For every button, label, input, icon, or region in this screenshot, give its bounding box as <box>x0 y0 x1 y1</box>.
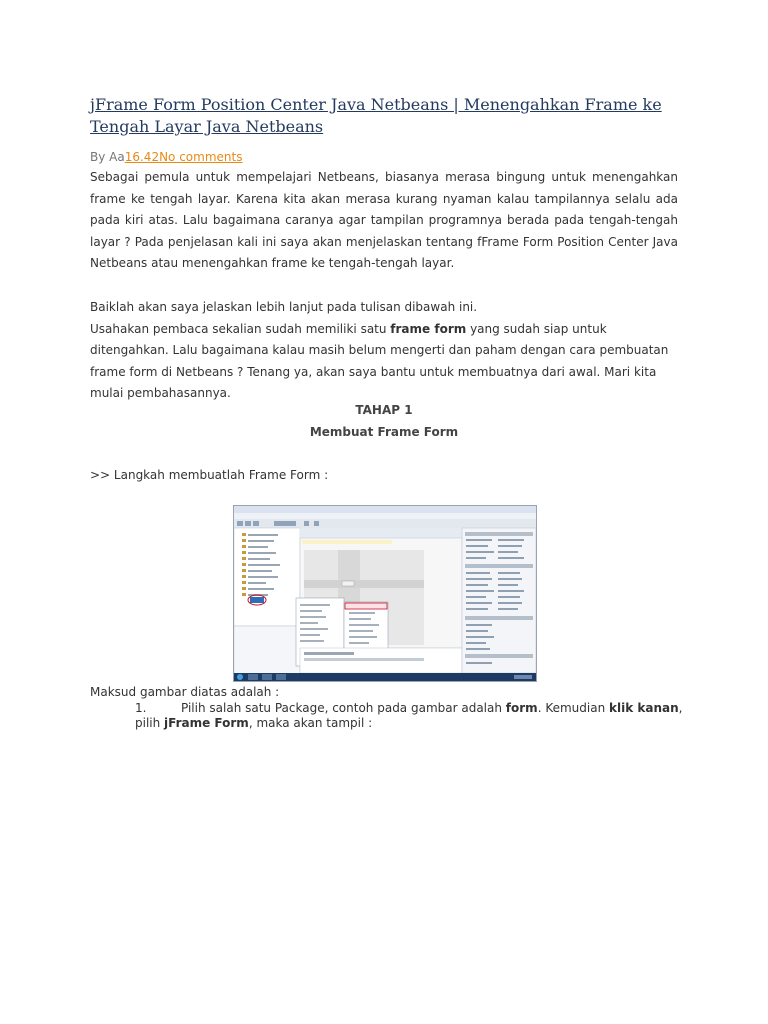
para2-line1: Baiklah akan saya jelaskan lebih lanjut pada tulisan dibawah ini. <box>90 300 478 314</box>
step-1-bold-form: form <box>505 701 538 715</box>
image-caption: Maksud gambar diatas adalah : <box>90 685 280 699</box>
step-1-text-c: . Kemudian <box>537 701 609 715</box>
intro-paragraph: Sebagai pemula untuk mempelajari Netbeans, biasanya merasa bingung untuk menengahkan frame ke tengah layar. Karena kita akan merasa kurang nyaman kalau tampilannya selalu ada pada kiri atas. Lalu bagaimana caranya agar tampilan programnya berada pada tengah-tengah layar ? Pada penjelasan kali ini saya akan menjelaskan tentang fFrame Form Position Center Java Netbeans atau menengahkan frame ke tengah-tengah layar. <box>90 170 678 270</box>
step-1 <box>135 701 695 731</box>
step-subheading: Membuat Frame Form <box>309 425 459 439</box>
para2-bold: frame form <box>390 321 467 336</box>
post-time-link[interactable]: 16.42 <box>124 150 160 164</box>
netbeans-screenshot-drawing <box>234 506 536 681</box>
step-1-bold-jframe-form: jFrame Form <box>164 716 249 730</box>
step-1-text-e: , maka akan tampil : <box>248 716 373 730</box>
step-heading: TAHAP 1 <box>355 403 413 417</box>
para2-text-b: yang sudah siap untuk ditengahkan. Lalu bagaimana kalau masih belum mengerti dan paham dengan cara pembuatan frame form di Netbeans ? Tenang ya, akan saya bantu untuk membuatnya dari awal. Mari kita mulai pembahasannya. <box>90 321 669 400</box>
post-title[interactable]: jFrame Form Position Center Java Netbeans | Menengahkan Frame ke Tengah Layar Java Netbeans <box>90 95 662 136</box>
netbeans-screenshot-image <box>233 505 537 682</box>
author-label: By Aa <box>90 150 125 164</box>
post-meta <box>90 149 242 165</box>
step-1-text-d: , pilih <box>135 701 683 730</box>
steps-intro: >> Langkah membuatlah Frame Form : <box>90 468 329 482</box>
step-1-number: 1. <box>135 701 147 715</box>
step-1-text-a: Pilih salah satu Package, contoh pada gambar adalah <box>181 701 506 715</box>
para2-text-a: Usahakan pembaca sekalian sudah memiliki satu <box>90 321 391 336</box>
comments-link[interactable]: No comments <box>159 150 243 164</box>
step-1-bold-klik-kanan: klik kanan <box>609 701 679 715</box>
second-paragraph <box>90 297 678 405</box>
